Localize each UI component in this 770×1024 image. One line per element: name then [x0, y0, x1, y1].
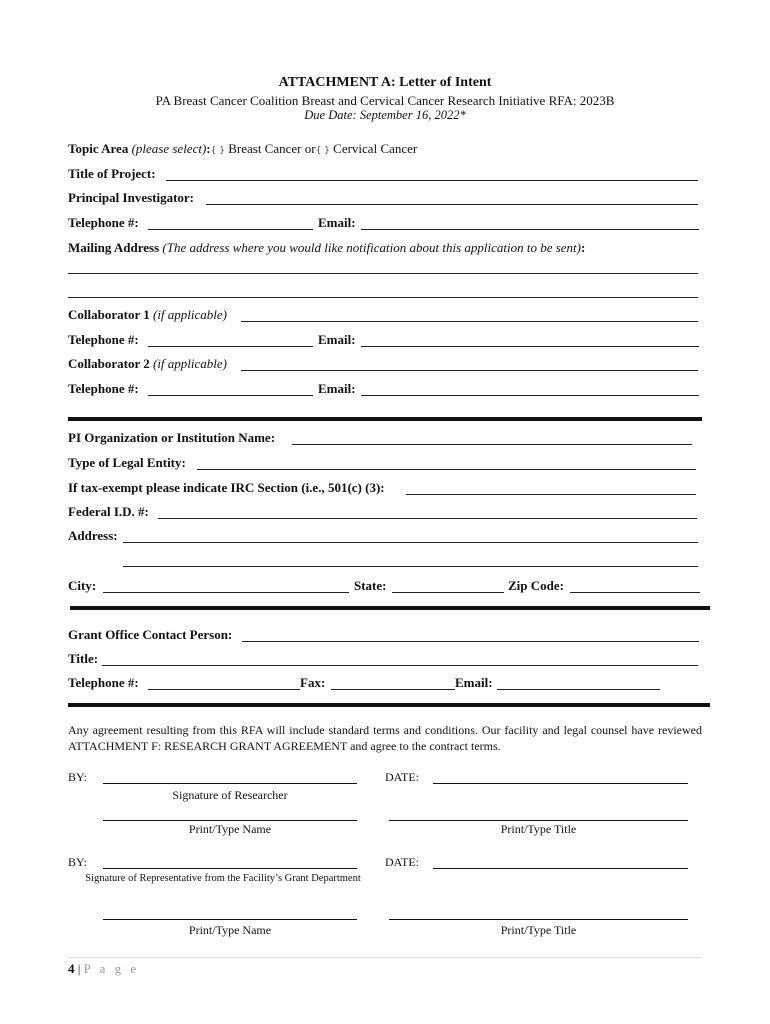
collab1-telephone-field[interactable] [148, 346, 313, 347]
researcher-title-caption: Print/Type Title [500, 822, 577, 836]
collaborator-2-row [68, 356, 227, 372]
researcher-name-caption: Print/Type Name [188, 822, 272, 836]
representative-name-line[interactable] [103, 919, 357, 920]
mailing-address-hint: (The address where you would like notification about this application to be sent) [162, 240, 581, 255]
researcher-name-line[interactable] [103, 820, 357, 821]
contact-telephone-field[interactable] [148, 689, 300, 690]
section-divider [68, 417, 702, 421]
topic-area-hint: (please select) [131, 141, 207, 156]
topic-area-label: Topic Area [68, 141, 129, 156]
tax-exempt-label: If tax-exempt please indicate IRC Section (i.e., 501(c) (3): [68, 480, 385, 495]
federal-id-field[interactable] [158, 518, 697, 519]
contact-email-field[interactable] [497, 689, 660, 690]
project-title-label: Title of Project: [68, 166, 156, 181]
representative-signature-caption: Signature of Representative from the Facility’s Grant Department [85, 873, 361, 884]
researcher-signature-caption: Signature of Researcher [172, 788, 288, 802]
collaborator-1-row [68, 307, 227, 323]
mailing-address-line-2[interactable] [68, 297, 698, 298]
due-date: Due Date: September 16, 2022* [304, 108, 466, 122]
pi-field[interactable] [206, 204, 698, 205]
representative-name-caption: Print/Type Name [188, 923, 272, 937]
section-divider [70, 606, 710, 610]
date-label: DATE: [385, 770, 419, 784]
cervical-cancer-option: Cervical Cancer [333, 141, 418, 156]
collab1-email-field[interactable] [361, 346, 699, 347]
collab2-telephone-label: Telephone #: [68, 381, 139, 396]
fax-label: Fax: [300, 675, 326, 690]
page-footer: 4 | P a g e [68, 961, 140, 976]
address-label: Address: [68, 528, 118, 543]
representative-title-caption: Print/Type Title [500, 923, 577, 937]
page-number: 4 [68, 961, 75, 976]
breast-cancer-checkbox[interactable]: { } [210, 146, 225, 156]
zip-label: Zip Code: [508, 578, 564, 593]
date-label: DATE: [385, 855, 419, 869]
breast-cancer-option: Breast Cancer or [228, 141, 316, 156]
org-name-field[interactable] [292, 444, 692, 445]
researcher-date-line[interactable] [433, 783, 688, 784]
collab2-email-label: Email: [318, 381, 356, 396]
collab1-email-label: Email: [318, 332, 356, 347]
contact-title-field[interactable] [102, 665, 698, 666]
collaborator-2-label: Collaborator 2 [68, 356, 150, 371]
researcher-title-line[interactable] [389, 820, 688, 821]
org-name-label: PI Organization or Institution Name: [68, 430, 276, 445]
collab2-email-field[interactable] [361, 395, 699, 396]
collaborator-2-field[interactable] [241, 370, 698, 371]
page-word: P a g e [83, 961, 140, 976]
agreement-statement: Any agreement resulting from this RFA will include standard terms and conditions. Our facility and legal counsel have reviewed ATTACHMENT F: RESEARCH GRANT AGREEMENT and agree to the contract terms. [68, 723, 702, 753]
mailing-address-line-1[interactable] [68, 273, 698, 274]
pi-email-field[interactable] [361, 229, 699, 230]
address-line-2[interactable] [123, 566, 698, 567]
zip-field[interactable] [570, 592, 700, 593]
tax-exempt-field[interactable] [406, 494, 696, 495]
section-divider [68, 703, 710, 707]
collab2-telephone-field[interactable] [148, 395, 313, 396]
representative-date-line[interactable] [433, 868, 688, 869]
document-subtitle: PA Breast Cancer Coalition Breast and Cervical Cancer Research Initiative RFA: 2023B [155, 93, 615, 108]
address-line-1[interactable] [123, 542, 698, 543]
city-label: City: [68, 578, 97, 593]
collaborator-1-label: Collaborator 1 [68, 307, 150, 322]
city-field[interactable] [103, 592, 349, 593]
collaborator-1-hint: (if applicable) [152, 307, 227, 322]
fax-field[interactable] [331, 689, 455, 690]
state-label: State: [354, 578, 387, 593]
pi-telephone-field[interactable] [148, 229, 313, 230]
collab1-telephone-label: Telephone #: [68, 332, 139, 347]
mailing-address-row: Mailing Address (The address where you would like notification about this application to be sent): [68, 240, 586, 255]
collaborator-2-hint: (if applicable) [152, 356, 227, 371]
representative-signature-line[interactable] [103, 868, 357, 869]
grant-contact-field[interactable] [242, 641, 699, 642]
contact-telephone-label: Telephone #: [68, 675, 139, 690]
grant-contact-label: Grant Office Contact Person: [68, 627, 233, 642]
federal-id-label: Federal I.D. #: [68, 504, 149, 519]
document-title: ATTACHMENT A: Letter of Intent [278, 75, 492, 90]
contact-email-label: Email: [455, 675, 493, 690]
project-title-field[interactable] [166, 180, 698, 181]
contact-title-label: Title: [68, 651, 99, 666]
pi-telephone-label: Telephone #: [68, 215, 139, 230]
representative-title-line[interactable] [389, 919, 688, 920]
mailing-address-label: Mailing Address [68, 240, 160, 255]
legal-entity-label: Type of Legal Entity: [68, 455, 186, 470]
legal-entity-field[interactable] [197, 469, 696, 470]
pi-label: Principal Investigator: [68, 190, 195, 205]
by-label: BY: [68, 855, 87, 869]
state-field[interactable] [392, 592, 504, 593]
pi-email-label: Email: [318, 215, 356, 230]
by-label: BY: [68, 770, 87, 784]
footer-divider [68, 957, 702, 958]
topic-area-row: Topic Area (please select):{ } Breast Cancer or{ } Cervical Cancer [68, 141, 418, 156]
researcher-signature-line[interactable] [103, 783, 357, 784]
collaborator-1-field[interactable] [241, 321, 698, 322]
cervical-cancer-checkbox[interactable]: { } [315, 146, 330, 156]
